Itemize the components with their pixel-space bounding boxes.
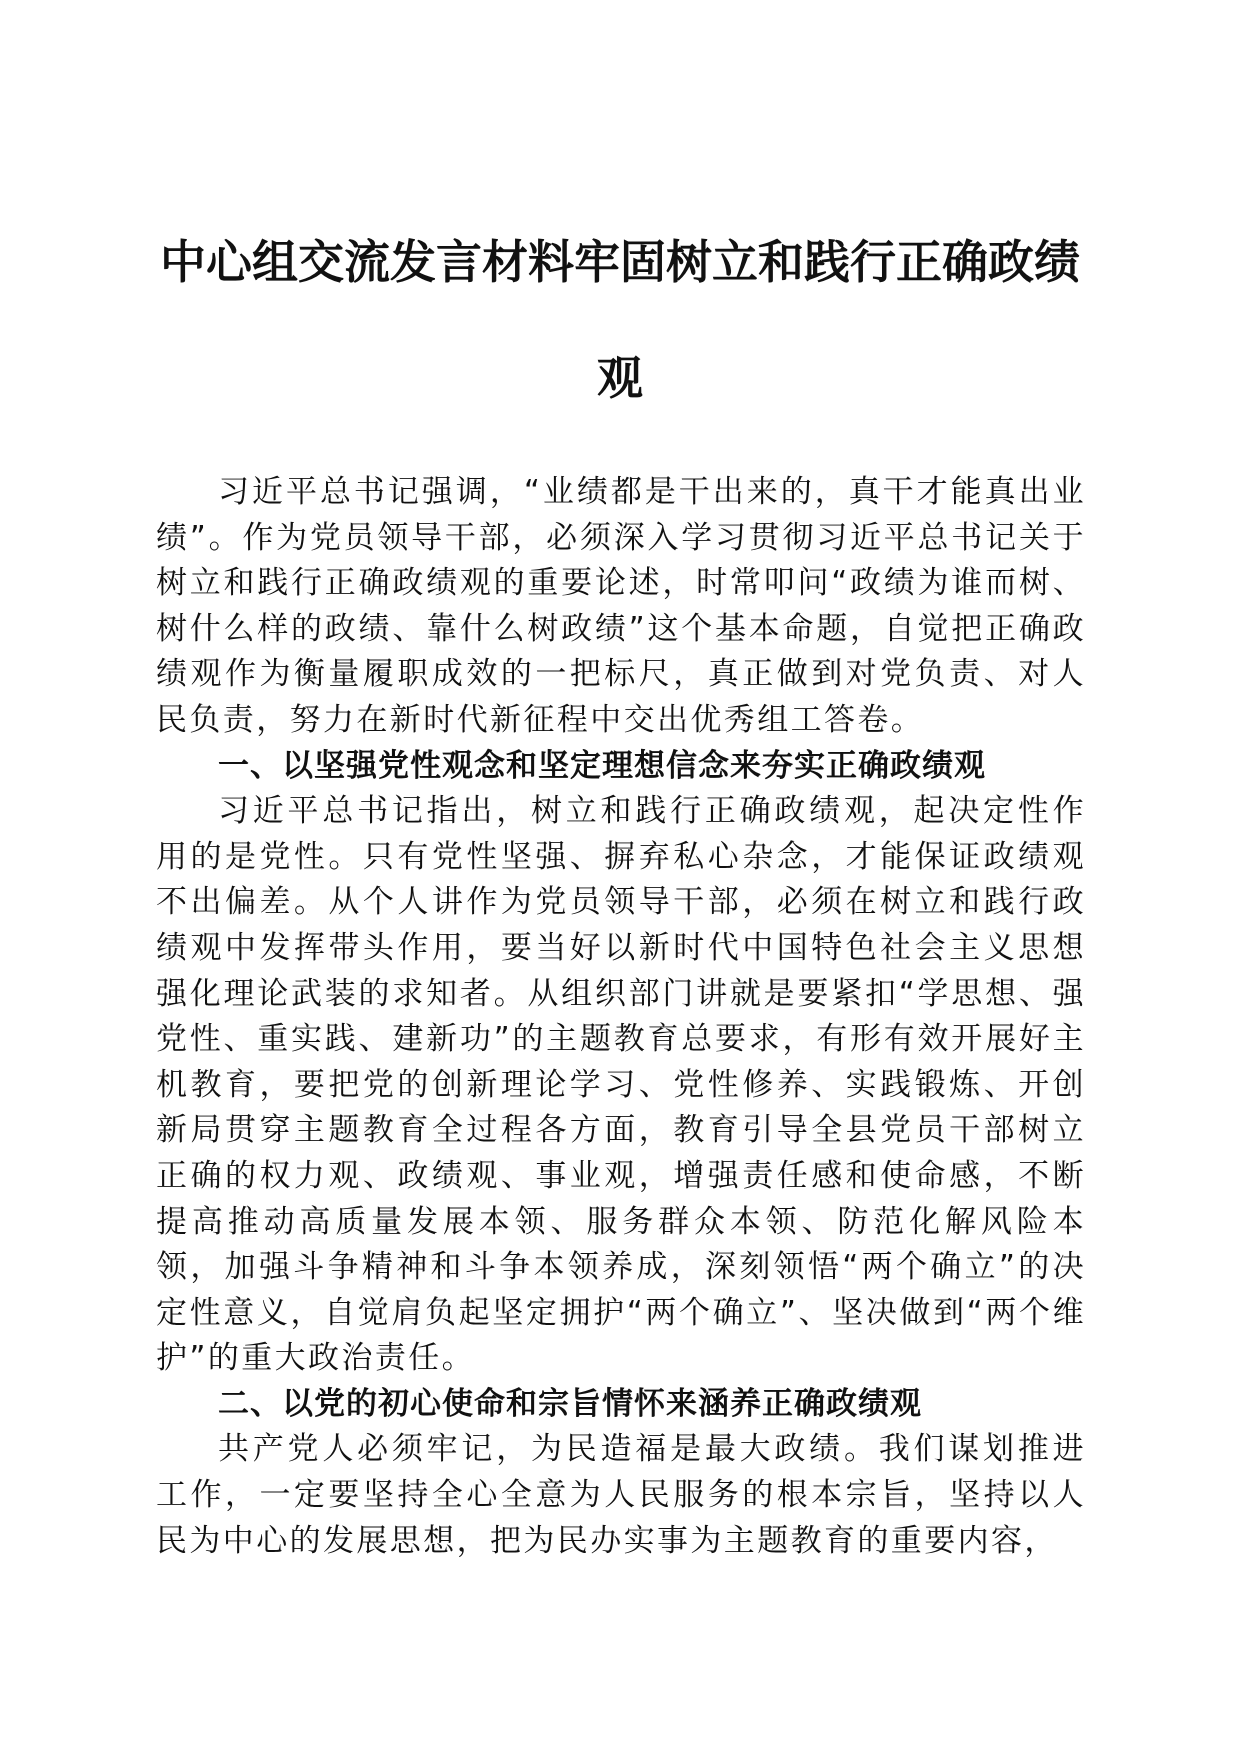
document-title-line-2: 观 xyxy=(597,351,643,405)
document-body xyxy=(156,470,1086,1564)
section-heading-1: 一、以坚强党性观念和坚定理想信念来夯实正确政绩观 xyxy=(218,747,986,784)
section-heading-2: 二、以党的初心使命和宗旨情怀来涵养正确政绩观 xyxy=(218,1385,922,1422)
section-1-paragraph: 习近平总书记指出，树立和践行正确政绩观，起决定性作用的是党性。只有党性坚强、摒弃私心杂念，才能保证政绩观不出偏差。从个人讲作为党员领导干部，必须在树立和践行政绩观中发挥带头作用，要当好以新时代中国特色社会主义思想强化理论武装的求知者。从组织部门讲就是要紧扣“学思想、强党性、重实践、建新功”的主题教育总要求，有形有效开展好主机教育，要把党的创新理论学习、党性修养、实践锻炼、开创新局贯穿主题教育全过程各方面，教育引导全县党员干部树立正确的权力观、政绩观、事业观，增强责任感和使命感，不断提高推动高质量发展本领、服务群众本领、防范化解风险本领，加强斗争精神和斗争本领养成，深刻领悟“两个确立”的决定性意义，自觉肩负起坚定拥护“两个确立”、坚决做到“两个维护”的重大政治责任。 xyxy=(156,793,1086,1377)
section-2-paragraph: 共产党人必须牢记，为民造福是最大政绩。我们谋划推进工作，一定要坚持全心全意为人民服务的根本宗旨，坚持以人民为中心的发展思想，把为民办实事为主题教育的重要内容， xyxy=(156,1431,1086,1559)
document-title-line-1: 中心组交流发言材料牢固树立和践行正确政绩 xyxy=(160,235,1080,289)
intro-paragraph: 习近平总书记强调，“业绩都是干出来的，真干才能真出业绩”。作为党员领导干部，必须深入学习贯彻习近平总书记关于树立和践行正确政绩观的重要论述，时常叩问“政绩为谁而树、树什么样的政绩、靠什么树政绩”这个基本命题，自觉把正确政绩观作为衡量履职成效的一把标尺，真正做到对党负责、对人民负责，努力在新时代新征程中交出优秀组工答卷。 xyxy=(156,474,1086,738)
